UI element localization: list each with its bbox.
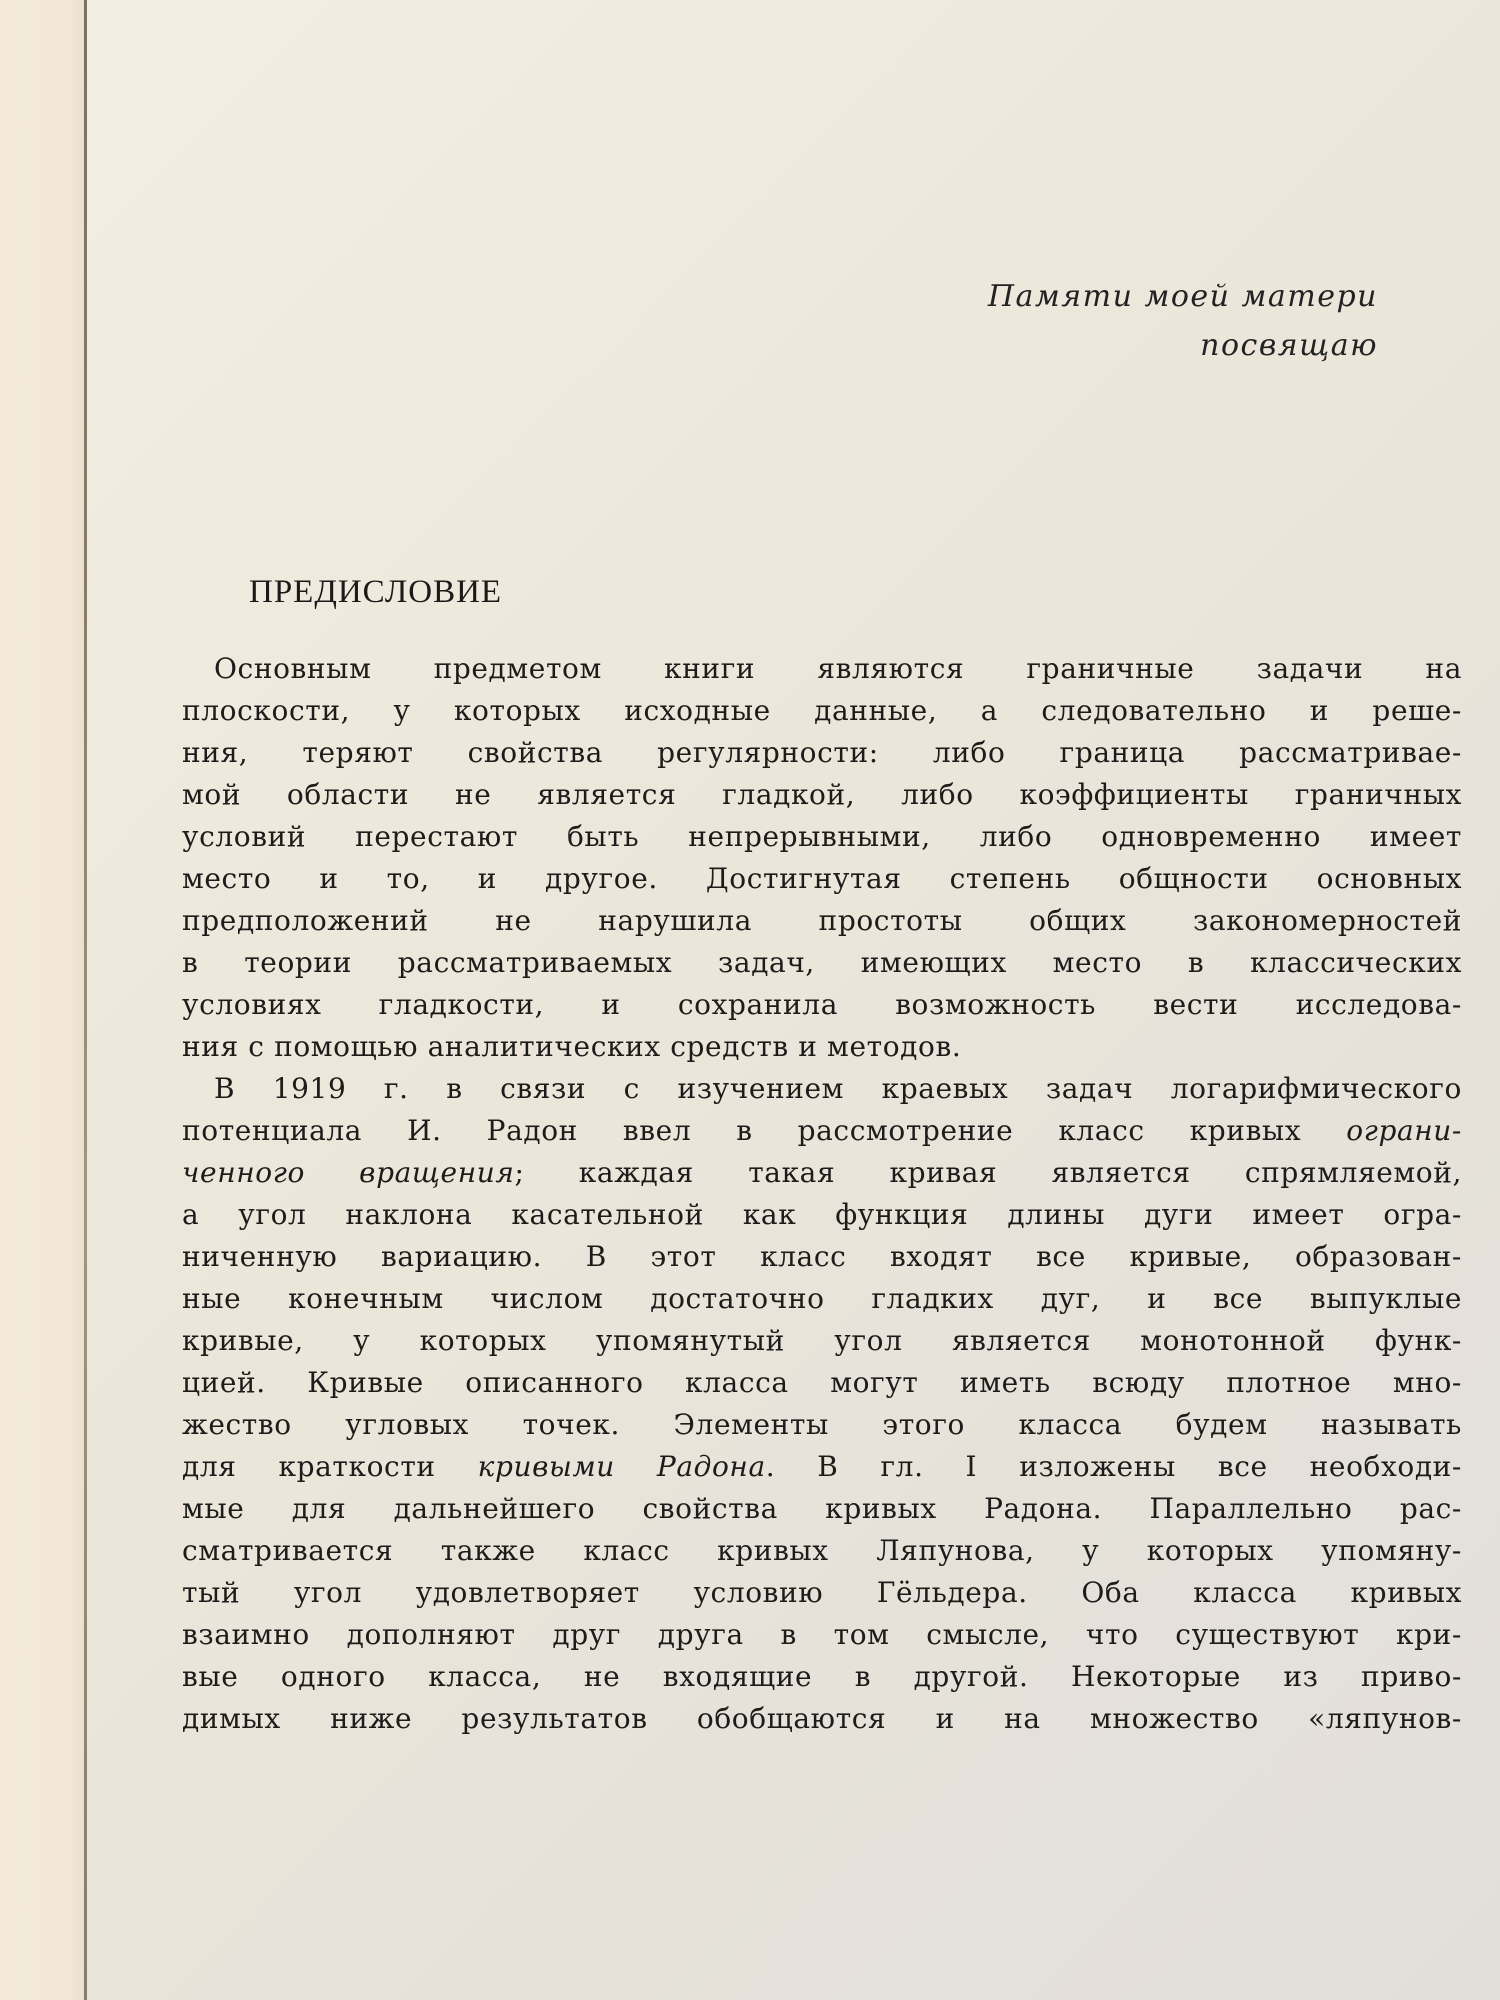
text-line: мой области не является гладкой, либо коэффициенты граничных	[182, 778, 1462, 811]
text-line	[182, 1446, 1462, 1488]
text-line: предположений не нарушила простоты общих закономерностей	[182, 904, 1462, 937]
text-run: для краткости	[182, 1450, 478, 1483]
section-title: ПРЕДИСЛОВИЕ	[249, 574, 503, 610]
text-line: тый угол удовлетворяет условию Гёльдера. Оба класса кривых	[182, 1576, 1462, 1609]
text-line: В 1919 г. в связи с изучением краевых задач логарифмического	[214, 1072, 1462, 1105]
emphasis-term: ограни-	[1346, 1114, 1462, 1147]
text-line: плоскости, у которых исходные данные, а следовательно и реше-	[182, 694, 1462, 727]
text-run: ; каждая такая кривая является спрямляемой,	[514, 1156, 1462, 1189]
text-line: в теории рассматриваемых задач, имеющих место в классических	[182, 946, 1462, 979]
text-line	[182, 1152, 1462, 1194]
text-line: сматривается также класс кривых Ляпунова, у которых упомяну-	[182, 1534, 1462, 1567]
text-line: мые для дальнейшего свойства кривых Радона. Параллельно рас-	[182, 1492, 1462, 1525]
dedication-line-2: посвящаю	[1200, 328, 1378, 363]
text-line: взаимно дополняют друг друга в том смысле, что существуют кри-	[182, 1618, 1462, 1651]
text-line: место и то, и другое. Достигнутая степень общности основных	[182, 862, 1462, 895]
text-line: кривые, у которых упомянутый угол является монотонной функ-	[182, 1324, 1462, 1357]
text-line: условиях гладкости, и сохранила возможность вести исследова-	[182, 988, 1462, 1021]
emphasis-term: ченного вращения	[182, 1156, 515, 1189]
text-run: . В гл. I изложены все необходи-	[765, 1450, 1462, 1483]
dedication-line-1: Памяти моей матери	[987, 279, 1378, 314]
paragraph-2	[182, 1068, 1462, 1740]
book-page	[87, 0, 1500, 2000]
text-line: ния, теряют свойства регулярности: либо граница рассматривае-	[182, 736, 1462, 769]
text-line: жество угловых точек. Элементы этого класса будем называть	[182, 1408, 1462, 1441]
dedication	[988, 272, 1378, 370]
emphasis-term: кривыми Радона	[477, 1450, 766, 1483]
text-run: потенциала И. Радон ввел в рассмотрение класс кривых	[182, 1114, 1347, 1147]
text-line: ные конечным числом достаточно гладких дуг, и все выпуклые	[182, 1282, 1462, 1315]
text-line: ниченную вариацию. В этот класс входят все кривые, образован-	[182, 1240, 1462, 1273]
paragraph-1	[182, 648, 1462, 1068]
text-line: Основным предметом книги являются граничные задачи на	[214, 652, 1462, 685]
text-line: условий перестают быть непрерывными, либо одновременно имеет	[182, 820, 1462, 853]
adjacent-page-edge	[0, 0, 86, 2000]
text-line: цией. Кривые описанного класса могут иметь всюду плотное мно-	[182, 1366, 1462, 1399]
text-line: вые одного класса, не входящие в другой. Некоторые из приво-	[182, 1660, 1462, 1693]
text-line: димых ниже результатов обобщаются и на множество «ляпунов-	[182, 1702, 1462, 1735]
text-line	[182, 1110, 1462, 1152]
text-line: ния с помощью аналитических средств и методов.	[182, 1030, 962, 1063]
preface-body	[182, 648, 1462, 1740]
text-line: а угол наклона касательной как функция длины дуги имеет огра-	[182, 1198, 1462, 1231]
